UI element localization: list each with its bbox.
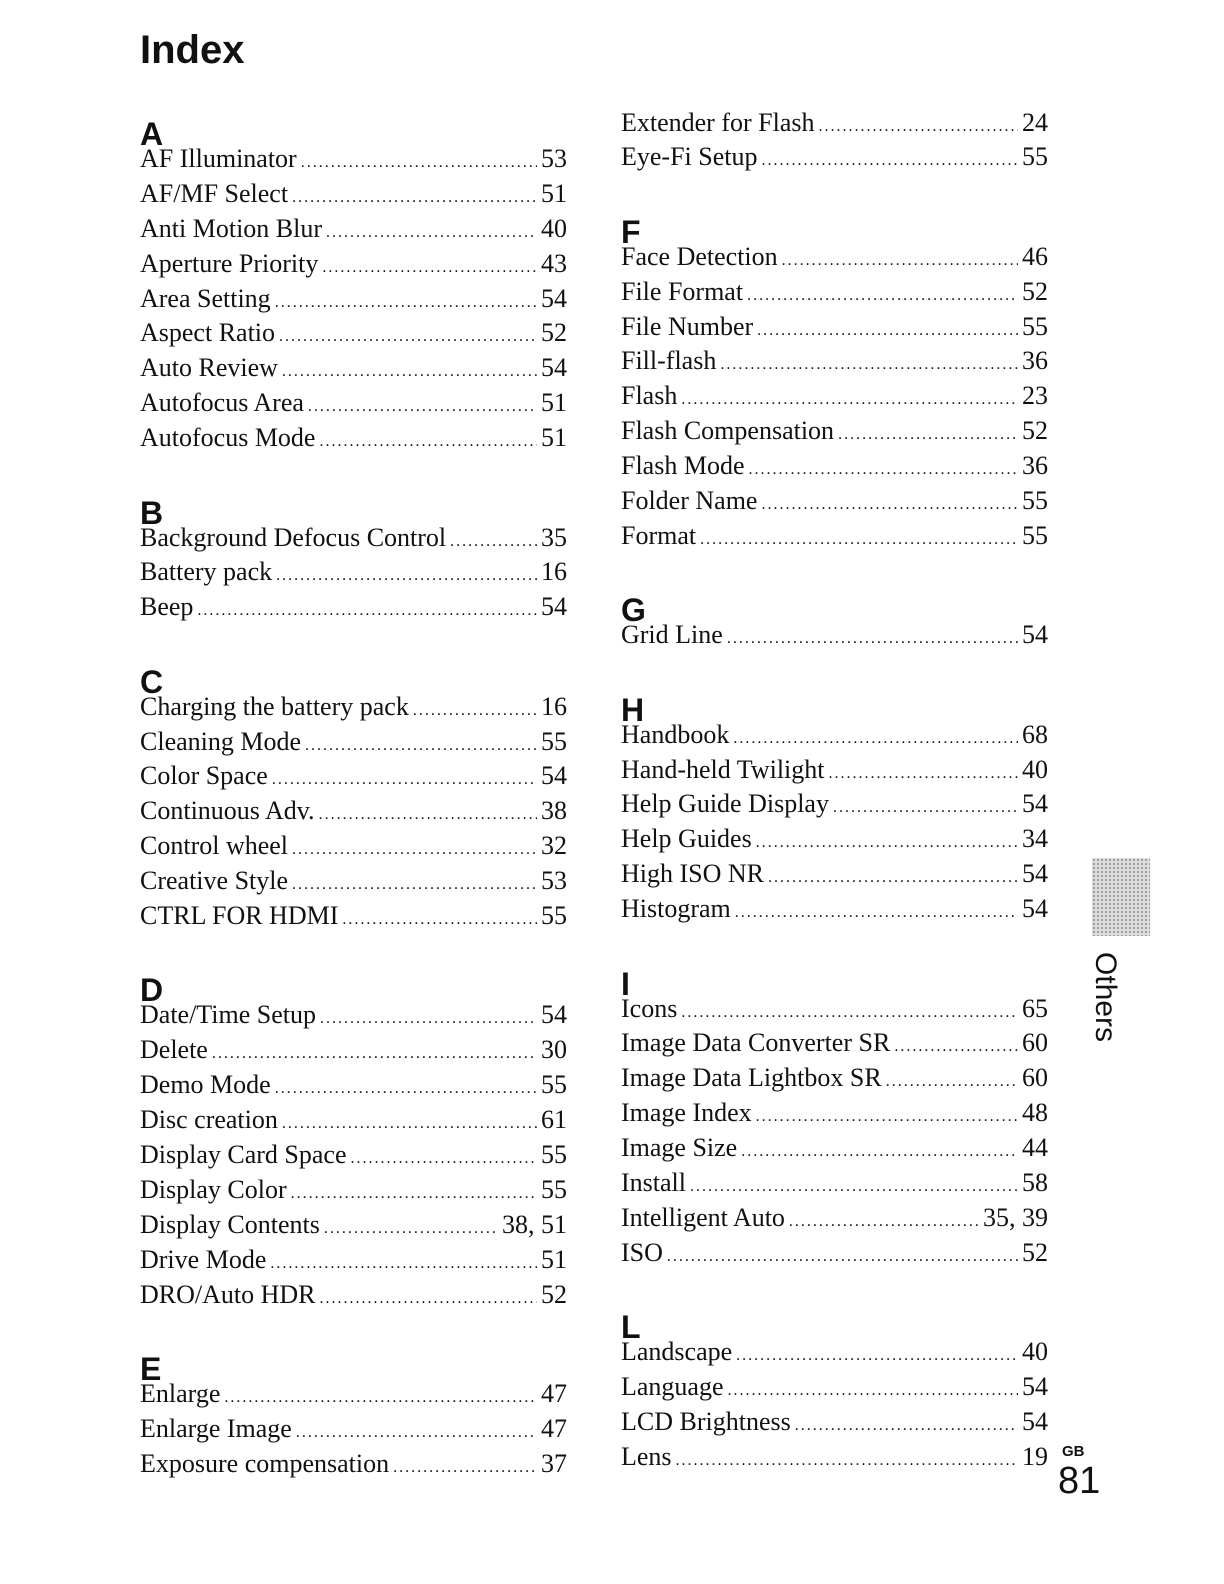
entry-term: Image Size <box>621 1133 738 1163</box>
entry-term: Display Contents <box>140 1209 320 1239</box>
dot-leader <box>690 1178 1018 1196</box>
entry-page: 51 <box>541 423 567 453</box>
entry-term: Enlarge <box>140 1378 221 1408</box>
index-entry <box>621 1337 1048 1372</box>
dot-leader <box>282 1115 537 1133</box>
entry-page: 38 <box>541 796 567 826</box>
entry-term: File Number <box>621 311 754 341</box>
dot-leader <box>326 224 537 242</box>
dot-leader <box>768 869 1018 887</box>
index-entry <box>140 284 567 319</box>
index-entry <box>621 521 1048 556</box>
dot-leader <box>212 1045 537 1063</box>
entry-page: 60 <box>1022 1028 1048 1058</box>
entry-page: 61 <box>541 1105 567 1135</box>
index-section <box>621 214 1048 556</box>
dot-leader <box>291 1185 537 1203</box>
dot-leader <box>292 876 537 894</box>
entry-term: Aspect Ratio <box>140 318 276 348</box>
entry-term: Date/Time Setup <box>140 1000 316 1030</box>
entry-term: DRO/Auto HDR <box>140 1279 316 1309</box>
dot-leader <box>756 1108 1018 1126</box>
index-entry <box>140 1379 567 1414</box>
entry-page: 54 <box>1022 1406 1048 1436</box>
entry-term: Help Guides <box>621 824 752 854</box>
index-entry <box>140 1035 567 1070</box>
entry-term: Demo Mode <box>140 1070 271 1100</box>
entry-page: 19 <box>1022 1441 1048 1471</box>
entry-page: 55 <box>541 1174 567 1204</box>
index-entry <box>621 142 1048 177</box>
dot-leader <box>342 911 537 929</box>
section-letter: I <box>621 965 630 1002</box>
dot-leader <box>322 259 537 277</box>
entry-page: 46 <box>1022 241 1048 271</box>
dot-leader <box>320 1290 537 1308</box>
index-entry <box>621 894 1048 929</box>
dot-leader <box>275 294 537 312</box>
index-entry <box>621 1098 1048 1133</box>
entry-term: Hand-held Twilight <box>621 754 825 784</box>
index-entry <box>140 1245 567 1280</box>
entry-page: 54 <box>1022 859 1048 889</box>
entry-term: Color Space <box>140 761 268 791</box>
dot-leader <box>762 152 1019 170</box>
entry-page: 47 <box>541 1378 567 1408</box>
dot-leader <box>727 630 1018 648</box>
entry-page: 55 <box>1022 486 1048 516</box>
entry-term: Control wheel <box>140 831 289 861</box>
index-entry <box>140 353 567 388</box>
dot-leader <box>224 1389 537 1407</box>
entry-page: 55 <box>541 1070 567 1100</box>
index-entry <box>621 994 1048 1029</box>
index-entry <box>140 423 567 458</box>
index-entry <box>140 1175 567 1210</box>
index-entry <box>621 1168 1048 1203</box>
dot-leader <box>413 702 537 720</box>
entry-page: 38, 51 <box>502 1209 567 1239</box>
index-entry <box>140 1000 567 1035</box>
dot-leader <box>282 363 537 381</box>
dot-leader <box>272 771 537 789</box>
dot-leader <box>741 1143 1018 1161</box>
index-entry <box>621 242 1048 277</box>
entry-page: 54 <box>541 283 567 313</box>
dot-leader <box>789 1213 979 1231</box>
index-entry <box>140 1140 567 1175</box>
index-section <box>621 966 1048 1273</box>
section-letter: A <box>140 116 164 152</box>
entry-page: 23 <box>1022 381 1048 411</box>
entry-term: High ISO NR <box>621 859 765 889</box>
index-column-right <box>621 108 1048 1477</box>
dot-leader <box>301 154 537 172</box>
entry-page: 53 <box>541 144 567 173</box>
index-section <box>621 108 1048 178</box>
entry-term: Icons <box>621 993 678 1023</box>
dot-leader <box>819 118 1018 136</box>
section-letter: E <box>140 1350 162 1387</box>
dot-leader <box>450 533 537 551</box>
entry-term: Anti Motion Blur <box>140 213 323 243</box>
index-entry <box>621 416 1048 451</box>
entry-page: 44 <box>1022 1133 1048 1163</box>
entry-page: 55 <box>1022 520 1048 550</box>
index-entry <box>621 381 1048 416</box>
entry-term: Battery pack <box>140 557 273 587</box>
index-entry <box>140 796 567 831</box>
entry-term: Landscape <box>621 1337 733 1367</box>
entry-page: 40 <box>541 213 567 243</box>
entry-term: Install <box>621 1167 686 1197</box>
entry-term: Auto Review <box>140 353 278 383</box>
index-entry <box>140 144 567 179</box>
entry-page: 55 <box>541 1139 567 1169</box>
dot-leader <box>276 567 537 585</box>
dot-leader <box>756 834 1018 852</box>
dot-leader <box>292 189 537 207</box>
index-section <box>621 1309 1048 1477</box>
entry-page: 60 <box>1022 1063 1048 1093</box>
index-section <box>621 692 1048 929</box>
entry-page: 16 <box>541 557 567 587</box>
entry-term: Exposure compensation <box>140 1448 390 1478</box>
entry-page: 51 <box>541 1244 567 1274</box>
index-entry <box>621 720 1048 755</box>
index-entry <box>621 451 1048 486</box>
entry-term: Flash Compensation <box>621 416 835 446</box>
index-entry <box>621 1063 1048 1098</box>
entry-page: 68 <box>1022 719 1048 749</box>
dot-leader <box>782 252 1018 270</box>
dot-leader <box>735 904 1018 922</box>
entry-term: Background Defocus Control <box>140 522 447 552</box>
index-entry <box>621 312 1048 347</box>
entry-term: Display Card Space <box>140 1139 347 1169</box>
index-entry <box>140 1210 567 1245</box>
index-entry <box>140 557 567 592</box>
entry-term: AF/MF Select <box>140 178 289 208</box>
index-entry <box>621 486 1048 521</box>
page-region-label: GB <box>1062 1443 1085 1460</box>
entry-term: Flash Mode <box>621 451 745 481</box>
entry-page: 24 <box>1022 107 1048 137</box>
entry-page: 55 <box>1022 311 1048 341</box>
dot-leader <box>720 356 1018 374</box>
entry-page: 52 <box>541 318 567 348</box>
entry-page: 55 <box>1022 142 1048 172</box>
entry-page: 52 <box>541 1279 567 1309</box>
entry-term: Delete <box>140 1035 208 1065</box>
section-tab-label: Others <box>1089 952 1122 1043</box>
entry-page: 54 <box>541 353 567 383</box>
dot-leader <box>676 1452 1018 1470</box>
index-section <box>140 972 567 1314</box>
index-entry <box>140 761 567 796</box>
dot-leader <box>308 398 537 416</box>
index-entry <box>140 901 567 936</box>
dot-leader <box>667 1248 1018 1266</box>
entry-term: Image Data Converter SR <box>621 1028 891 1058</box>
entry-term: LCD Brightness <box>621 1406 791 1436</box>
dot-leader <box>320 1010 537 1028</box>
entry-page: 35 <box>541 522 567 552</box>
section-letter: G <box>621 592 646 629</box>
dot-leader <box>681 1004 1018 1022</box>
entry-page: 54 <box>541 1000 567 1030</box>
dot-leader <box>319 806 537 824</box>
entry-term: Drive Mode <box>140 1244 267 1274</box>
index-entry <box>140 831 567 866</box>
dot-leader <box>838 426 1018 444</box>
dot-leader <box>292 841 537 859</box>
index-entry <box>140 592 567 627</box>
entry-term: Charging the battery pack <box>140 691 409 721</box>
index-entry <box>140 318 567 353</box>
entry-term: Eye-Fi Setup <box>621 142 758 172</box>
entry-page: 40 <box>1022 1337 1048 1367</box>
entry-term: File Format <box>621 276 744 306</box>
dot-leader <box>351 1150 537 1168</box>
index-entry <box>621 1238 1048 1273</box>
entry-term: Face Detection <box>621 241 778 271</box>
entry-term: Flash <box>621 381 678 411</box>
entry-page: 32 <box>541 831 567 861</box>
entry-page: 36 <box>1022 451 1048 481</box>
index-entry <box>140 249 567 284</box>
dot-leader <box>393 1459 537 1477</box>
entry-page: 34 <box>1022 824 1048 854</box>
entry-term: Lens <box>621 1441 672 1471</box>
section-letter: B <box>140 494 164 531</box>
entry-page: 55 <box>541 726 567 756</box>
entry-page: 58 <box>1022 1167 1048 1197</box>
entry-page: 52 <box>1022 1237 1048 1267</box>
index-entry <box>621 346 1048 381</box>
entry-page: 54 <box>541 592 567 622</box>
dot-leader <box>747 287 1018 305</box>
section-letter: L <box>621 1309 641 1346</box>
entry-term: Format <box>621 520 697 550</box>
entry-page: 52 <box>1022 276 1048 306</box>
index-entry <box>621 789 1048 824</box>
index-entry <box>140 866 567 901</box>
index-entry <box>621 859 1048 894</box>
entry-term: ISO <box>621 1237 663 1267</box>
entry-term: Histogram <box>621 894 731 924</box>
entry-page: 54 <box>541 761 567 791</box>
index-entry <box>621 1407 1048 1442</box>
entry-term: Image Data Lightbox SR <box>621 1063 882 1093</box>
entry-term: Aperture Priority <box>140 248 319 278</box>
entry-term: Disc creation <box>140 1105 278 1135</box>
index-entry <box>140 1070 567 1105</box>
index-entry <box>621 1442 1048 1477</box>
entry-page: 16 <box>541 691 567 721</box>
entry-term: Beep <box>140 592 194 622</box>
dot-leader <box>733 730 1018 748</box>
entry-term: CTRL FOR HDMI <box>140 901 339 931</box>
entry-term: Grid Line <box>621 620 723 650</box>
index-section <box>621 592 1048 655</box>
index-entry <box>621 824 1048 859</box>
entry-page: 54 <box>1022 1372 1048 1402</box>
entry-page: 53 <box>541 866 567 896</box>
section-letter: C <box>140 663 164 700</box>
dot-leader <box>197 602 537 620</box>
dot-leader <box>829 765 1018 783</box>
entry-page: 55 <box>541 901 567 931</box>
entry-term: Enlarge Image <box>140 1413 292 1443</box>
entry-page: 48 <box>1022 1098 1048 1128</box>
dot-leader <box>279 328 537 346</box>
entry-term: Creative Style <box>140 866 289 896</box>
index-entry <box>621 1028 1048 1063</box>
entry-term: Autofocus Area <box>140 388 304 418</box>
entry-term: Autofocus Mode <box>140 423 316 453</box>
entry-page: 37 <box>541 1448 567 1478</box>
entry-term: Folder Name <box>621 486 758 516</box>
section-tab-marker <box>1092 858 1150 936</box>
entry-term: Handbook <box>621 719 730 749</box>
entry-term: Help Guide Display <box>621 789 829 819</box>
entry-page: 36 <box>1022 346 1048 376</box>
index-entry <box>140 1449 567 1484</box>
entry-page: 35, 39 <box>983 1202 1048 1232</box>
index-entry <box>140 727 567 762</box>
entry-term: Language <box>621 1372 724 1402</box>
dot-leader <box>681 391 1018 409</box>
dot-leader <box>700 531 1018 549</box>
index-entry <box>140 692 567 727</box>
dot-leader <box>270 1255 537 1273</box>
index-entry <box>621 1133 1048 1168</box>
index-entry <box>140 179 567 214</box>
entry-page: 52 <box>1022 416 1048 446</box>
section-letter: H <box>621 691 645 728</box>
index-section <box>140 495 567 628</box>
dot-leader <box>728 1382 1018 1400</box>
dot-leader <box>749 461 1019 479</box>
entry-page: 65 <box>1022 993 1048 1023</box>
index-section <box>140 116 567 458</box>
entry-page: 54 <box>1022 620 1048 650</box>
index-entry <box>140 1414 567 1449</box>
entry-term: Extender for Flash <box>621 107 815 137</box>
index-entry <box>621 620 1048 655</box>
entry-term: Cleaning Mode <box>140 726 302 756</box>
index-entry <box>140 1280 567 1315</box>
entry-page: 47 <box>541 1413 567 1443</box>
index-entry <box>621 1372 1048 1407</box>
entry-page: 30 <box>541 1035 567 1065</box>
index-entry <box>621 277 1048 312</box>
entry-term: AF Illuminator <box>140 144 297 173</box>
dot-leader <box>795 1417 1018 1435</box>
section-letter: F <box>621 213 641 250</box>
entry-term: Continuous Adv. <box>140 796 315 826</box>
dot-leader <box>324 1220 498 1238</box>
entry-page: 40 <box>1022 754 1048 784</box>
index-entry <box>621 1203 1048 1238</box>
entry-page: 51 <box>541 388 567 418</box>
dot-leader <box>761 496 1018 514</box>
dot-leader <box>757 322 1018 340</box>
entry-term: Image Index <box>621 1098 752 1128</box>
index-entry <box>140 1105 567 1140</box>
dot-leader <box>305 737 537 755</box>
entry-term: Display Color <box>140 1174 287 1204</box>
entry-term: Area Setting <box>140 283 271 313</box>
dot-leader <box>886 1073 1018 1091</box>
section-letter: D <box>140 972 164 1009</box>
index-section <box>140 664 567 936</box>
index-entry <box>140 523 567 558</box>
page-number: 81 <box>1058 1460 1101 1502</box>
dot-leader <box>275 1080 537 1098</box>
index-section <box>140 1351 567 1484</box>
entry-page: 51 <box>541 178 567 208</box>
index-entry <box>140 388 567 423</box>
entry-term: Intelligent Auto <box>621 1202 785 1232</box>
dot-leader <box>319 433 537 451</box>
dot-leader <box>894 1038 1018 1056</box>
index-column-left <box>140 116 567 1484</box>
entry-term: Fill-flash <box>621 346 717 376</box>
index-entry <box>621 755 1048 790</box>
entry-page: 54 <box>1022 789 1048 819</box>
page-title: Index <box>140 28 245 72</box>
index-entry <box>621 108 1048 143</box>
index-entry <box>140 214 567 249</box>
dot-leader <box>833 799 1018 817</box>
entry-page: 54 <box>1022 894 1048 924</box>
dot-leader <box>736 1347 1018 1365</box>
entry-page: 43 <box>541 248 567 278</box>
dot-leader <box>296 1424 537 1442</box>
